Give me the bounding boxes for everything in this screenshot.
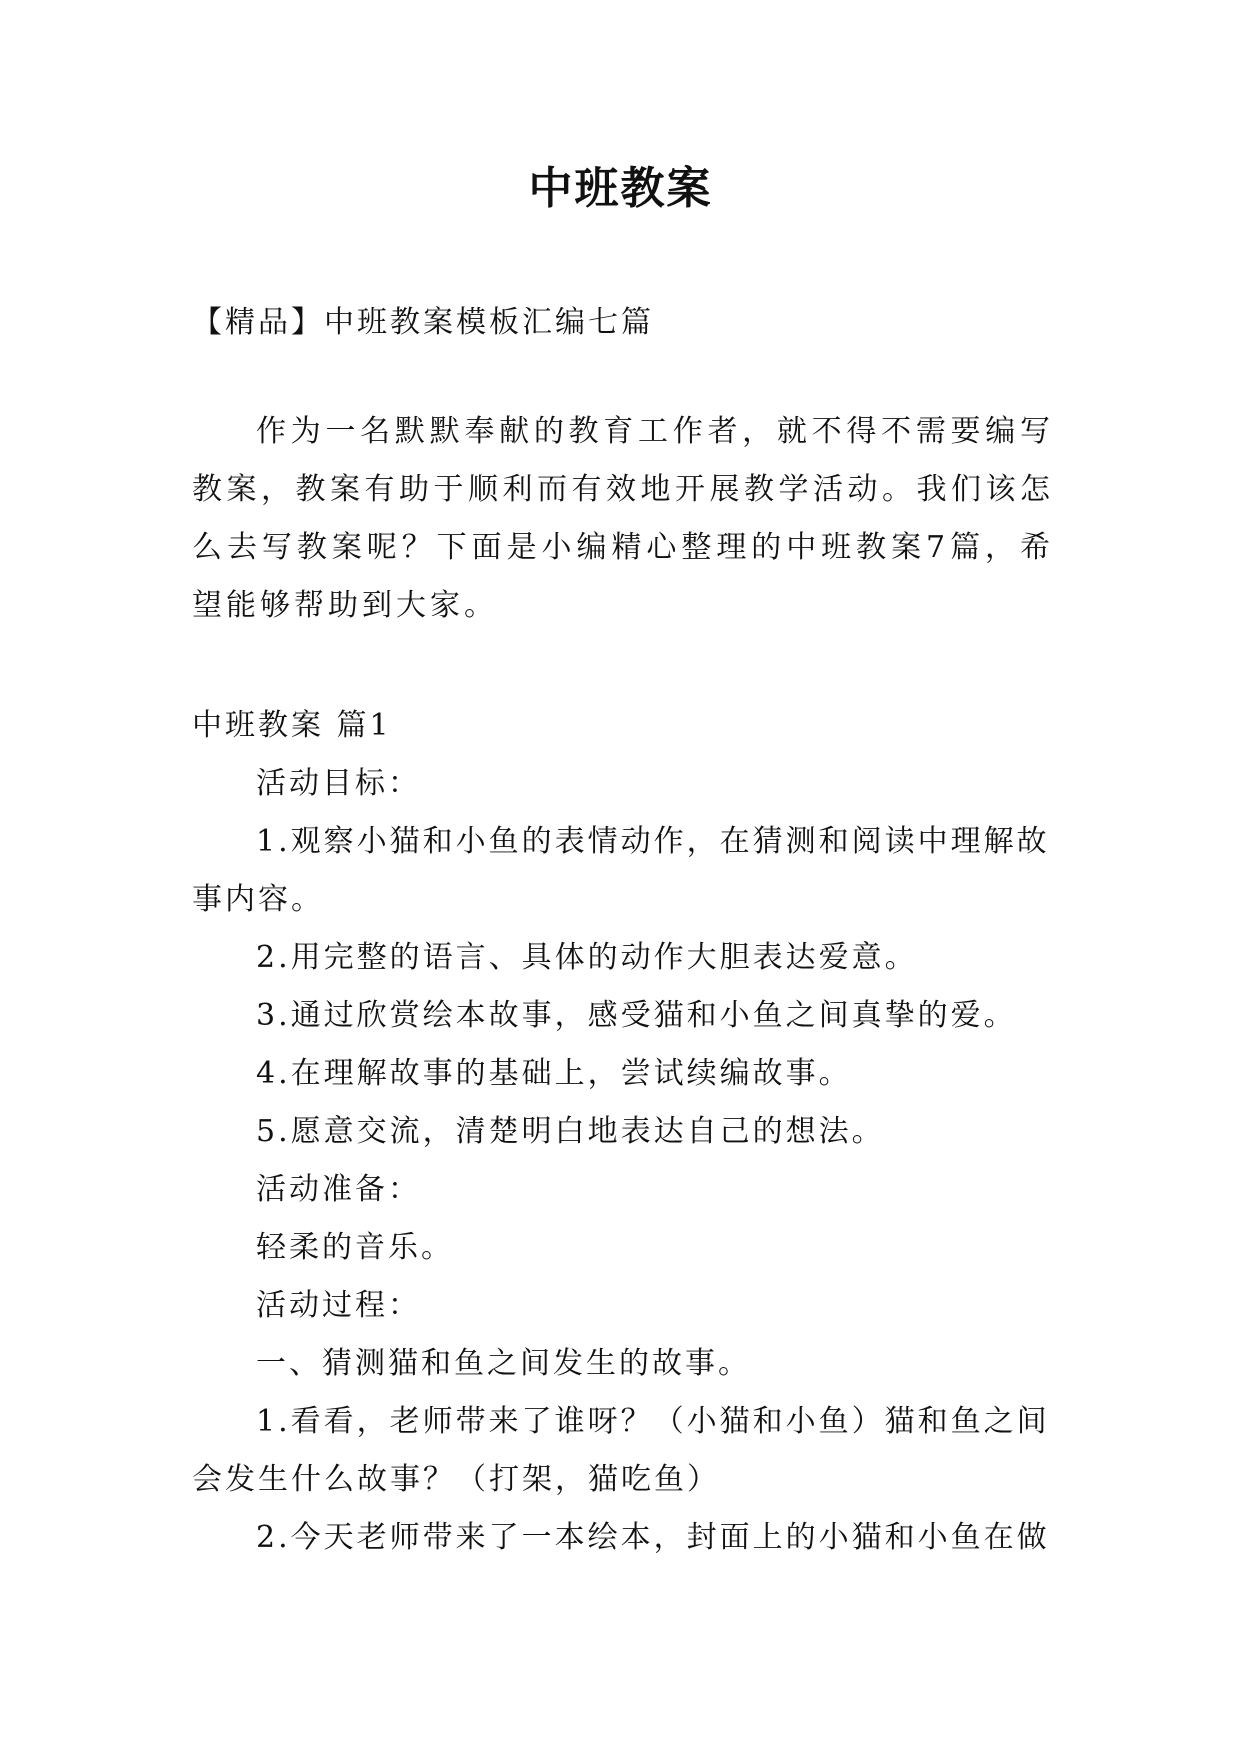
process-step-1-heading: 一、猜测猫和鱼之间发生的故事。 bbox=[256, 1346, 751, 1381]
document-title: 中班教案 bbox=[528, 163, 713, 214]
process-item-1-continued: 会发生什么故事？（打架，猫吃鱼） bbox=[192, 1462, 720, 1497]
goal-item-5: 5.愿意交流，清楚明白地表达自己的想法。 bbox=[256, 1114, 885, 1149]
activity-process-heading: 活动过程： bbox=[256, 1288, 421, 1323]
process-item-2: 2.今天老师带来了一本绘本，封面上的小猫和小鱼在做 bbox=[256, 1520, 1050, 1555]
activity-preparation-heading: 活动准备： bbox=[256, 1172, 421, 1207]
goal-item-3: 3.通过欣赏绘本故事，感受猫和小鱼之间真挚的爱。 bbox=[256, 998, 1017, 1033]
goal-item-4: 4.在理解故事的基础上，尝试续编故事。 bbox=[256, 1056, 852, 1091]
goal-item-2: 2.用完整的语言、具体的动作大胆表达爱意。 bbox=[256, 940, 918, 975]
intro-paragraph: 作为一名默默奉献的教育工作者，就不得不需要编写教案，教案有助于顺利而有效地开展教学活动。我们该怎么去写教案呢？下面是小编精心整理的中班教案7篇，希望能够帮助到大家。 bbox=[192, 414, 1054, 623]
process-item-1: 1.看看，老师带来了谁呀？（小猫和小鱼）猫和鱼之间 bbox=[256, 1404, 1050, 1439]
preparation-text: 轻柔的音乐。 bbox=[256, 1230, 454, 1265]
activity-goal-heading: 活动目标： bbox=[256, 766, 421, 801]
goal-item-1-continued: 事内容。 bbox=[192, 882, 324, 917]
section-heading: 中班教案 篇1 bbox=[192, 708, 392, 743]
document-subtitle: 【精品】中班教案模板汇编七篇 bbox=[192, 305, 654, 340]
lesson-content bbox=[192, 697, 1054, 1567]
goal-item-1: 1.观察小猫和小鱼的表情动作，在猜测和阅读中理解故 bbox=[256, 824, 1050, 859]
